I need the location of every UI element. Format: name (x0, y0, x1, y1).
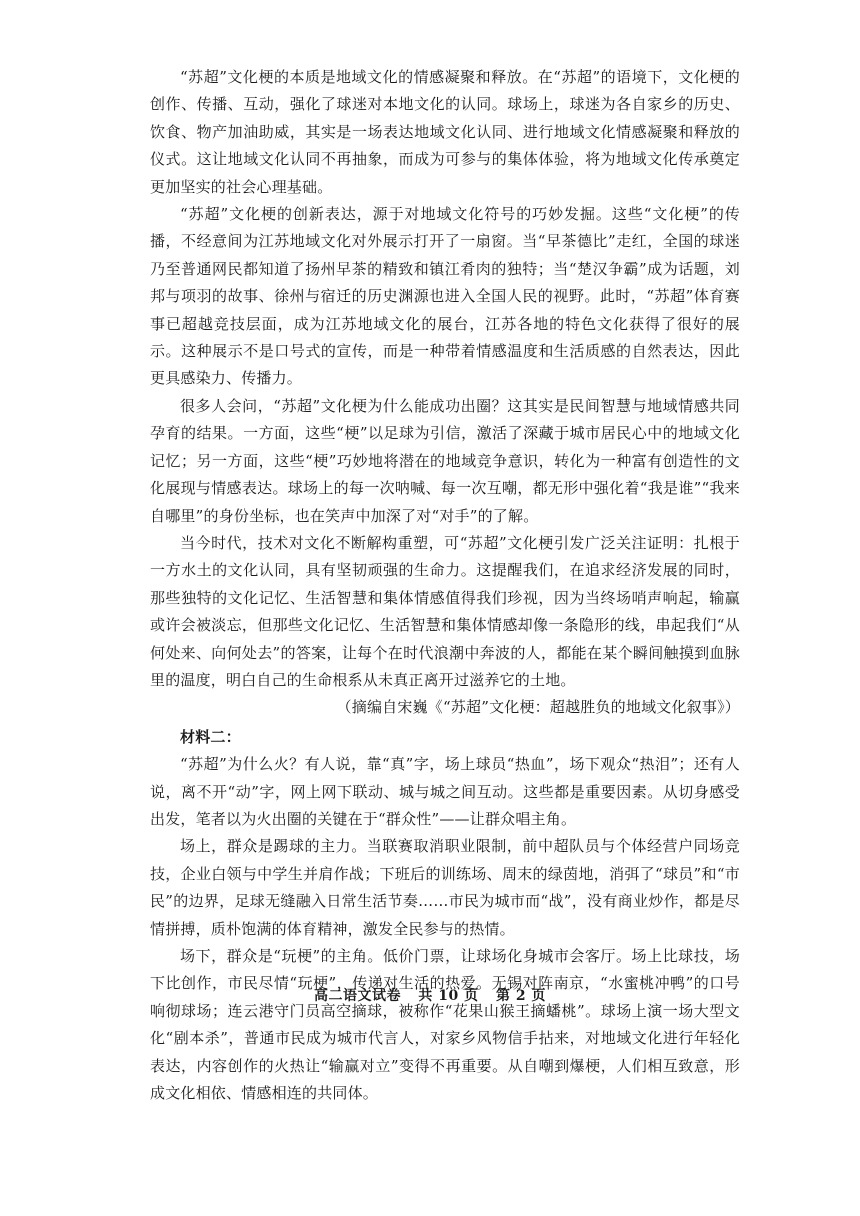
page-footer (0, 985, 860, 1005)
footer-subject: 高二语文试卷 (314, 988, 401, 1004)
footer-total-pages: 共 10 页 (418, 988, 479, 1004)
footer-page-number: 第 2 页 (495, 988, 546, 1004)
material-two-section (150, 724, 740, 1108)
material-one-paragraph-4: 当今时代，技术对文化不断解构重塑，可“苏超”文化梗引发广泛关注证明：扎根于一方水土的文化认同，具有坚韧顽强的生命力。这提醒我们，在追求经济发展的同时，那些独特的文化记忆、生活智慧和集体情感值得我们珍视，因为当终场哨声响起，输赢或许会被淡忘，但那些文化记忆、生活智慧和集体情感却像一条隐形的线，串起我们“从何处来、向何处去”的答案，让每个在时代浪潮中奔波的人，都能在某个瞬间触摸到血脉里的温度，明白自己的生命根系从未真正离开过滋养它的土地。 (150, 533, 740, 689)
material-two-paragraph-2: 场上，群众是踢球的主力。当联赛取消职业限制，前中超队员与个体经营户同场竞技，企业白领与中学生并肩作战；下班后的训练场、周末的绿茵地，消弭了“球员”和“市民”的边界，足球无缝融入日常生活节奏……市民为城市而“战”，没有商业炒作，都是尽情拼搏，质朴饱满的体育精神，激发全民参与的热情。 (150, 837, 740, 938)
material-one-paragraph-1: “苏超”文化梗的本质是地域文化的情感凝聚和释放。在“苏超”的语境下，文化梗的创作、传播、互动，强化了球迷对本地文化的认同。球场上，球迷为各自家乡的历史、饮食、物产加油助威，其实是一场表达地域文化认同、进行地域文化情感凝聚和释放的仪式。这让地域文化认同不再抽象，而成为可参与的集体体验，将为地域文化传承奠定更加坚实的社会心理基础。 (150, 68, 740, 196)
material-two-paragraph-1: “苏超”为什么火？有人说，靠“真”字，场上球员“热血”，场下观众“热泪”；还有人说，离不开“动”字，网上网下联动、城与城之间互动。这些都是重要因素。从切身感受出发，笔者以为火出圈的关键在于“群众性”——让群众唱主角。 (150, 755, 740, 828)
exam-page-body (150, 64, 740, 1107)
material-one-paragraph-2: “苏超”文化梗的创新表达，源于对地域文化符号的巧妙发掘。这些“文化梗”的传播，不经意间为江苏地域文化对外展示打开了一扇窗。当“早茶德比”走红，全国的球迷乃至普通网民都知道了扬州早茶的精致和镇江肴肉的独特；当“楚汉争霸”成为话题，刘邦与项羽的故事、徐州与宿迁的历史渊源也进入全国人民的视野。此时，“苏超”体育赛事已超越竞技层面，成为江苏地域文化的展台，江苏各地的特色文化获得了很好的展示。这种展示不是口号式的宣传，而是一种带着情感温度和生活质感的自然表达，因此更具感染力、传播力。 (150, 205, 740, 388)
material-two-heading: 材料二： (180, 727, 241, 746)
material-one-paragraph-3: 很多人会问，“苏超”文化梗为什么能成功出圈？这其实是民间智慧与地域情感共同孕育的结果。一方面，这些“梗”以足球为引信，激活了深藏于城市居民心中的地域文化记忆；另一方面，这些“梗”巧妙地将潜在的地域竞争意识，转化为一种富有创造性的文化展现与情感表达。球场上的每一次呐喊、每一次互嘲，都无形中强化着“我是谁”“我来自哪里”的身份坐标，也在笑声中加深了对“对手”的了解。 (150, 396, 740, 525)
material-two-paragraph-3: 场下，群众是“玩梗”的主角。低价门票，让球场化身城市会客厅。场上比球技，场下比创作，市民尽情“玩梗”，传递对生活的热爱。无锡对阵南京，“水蜜桃冲鸭”的口号响彻球场；连云港守门员高空摘球，被称作“花果山猴王摘蟠桃”。球场上演一场大型文化“剧本杀”，普通市民成为城市代言人，对家乡风物信手拈来，对地域文化进行年轻化表达，内容创作的火热让“输赢对立”变得不再重要。从自嘲到爆梗，人们相互致意，形成文化相依、情感相连的共同体。 (150, 947, 740, 1103)
material-one-source-citation: （摘编自宋巍《“苏超”文化梗：超越胜负的地域文化叙事》） (336, 698, 740, 717)
material-one-section (150, 64, 740, 722)
